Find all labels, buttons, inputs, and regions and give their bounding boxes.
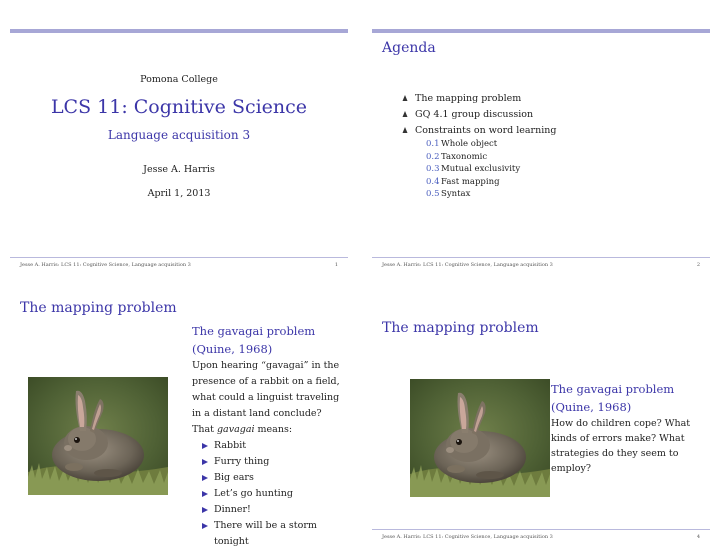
agenda-item: Constraints on word learning xyxy=(402,125,556,137)
text-column xyxy=(192,322,342,550)
slide-title: Agenda xyxy=(382,40,436,56)
triangle-bullet-icon xyxy=(202,523,208,529)
body-line: what could a linguist traveling xyxy=(192,392,340,403)
rabbit-photo xyxy=(28,377,168,495)
institution: Pomona College xyxy=(140,74,218,85)
body-line: strategies do they seem to xyxy=(551,448,679,459)
page-number: 2 xyxy=(696,262,700,268)
page-number: 1 xyxy=(334,262,338,268)
triangle-bullet-icon xyxy=(202,475,208,481)
top-bar xyxy=(10,29,348,33)
triangle-bullet-icon xyxy=(202,443,208,449)
presentation-subtitle: Language acquisition 3 xyxy=(107,128,251,142)
slide-agenda[interactable] xyxy=(372,20,710,270)
slide-title: The mapping problem xyxy=(20,300,177,316)
agenda-item: GQ 4.1 group discussion xyxy=(402,109,556,121)
body-line: in a distant land conclude? xyxy=(192,408,322,419)
agenda-item: The mapping problem xyxy=(402,93,556,105)
agenda-subitem: 0.4Fast mapping xyxy=(426,176,500,187)
list-item: Furry thing xyxy=(192,454,342,470)
triangle-bullet-icon xyxy=(202,491,208,497)
column-citation: (Quine, 1968) xyxy=(192,342,273,356)
body-line: That gavagai means: xyxy=(192,424,293,435)
list-item: Let’s go hunting xyxy=(192,486,342,502)
author: Jesse A. Harris xyxy=(143,164,215,175)
slide-mapping-problem-question[interactable] xyxy=(372,290,710,542)
triangle-bullet-icon xyxy=(202,507,208,513)
list-item-continuation: tonight xyxy=(214,536,249,547)
triangle-bullet-icon xyxy=(202,459,208,465)
list-item: There will be a storm xyxy=(192,518,342,534)
ball-bullet-icon xyxy=(402,127,408,133)
date: April 1, 2013 xyxy=(147,188,211,199)
column-title: The gavagai problem xyxy=(192,324,316,338)
ball-bullet-icon xyxy=(402,111,408,117)
list-item: Dinner! xyxy=(192,502,342,518)
ball-bullet-icon xyxy=(402,95,408,101)
slide-title: The mapping problem xyxy=(382,320,539,336)
footer-rule xyxy=(372,257,710,258)
body-line: Upon hearing “gavagai” in the xyxy=(192,360,340,371)
footer-rule xyxy=(372,529,710,530)
body-line: How do children cope? What xyxy=(551,418,691,429)
footer-text: Jesse A. Harris: LCS 11: Cognitive Science, Language acquisition 3 xyxy=(20,262,191,268)
agenda-subitem: 0.1Whole object xyxy=(426,139,498,149)
agenda-subitem: 0.3Mutual exclusivity xyxy=(426,164,521,174)
meaning-list xyxy=(192,438,342,550)
body-line: employ? xyxy=(551,463,591,474)
slide-title[interactable] xyxy=(10,20,348,270)
presentation-title: LCS 11: Cognitive Science xyxy=(50,96,308,118)
rabbit-photo xyxy=(410,379,550,497)
slide-mapping-problem-list[interactable] xyxy=(10,290,348,557)
agenda-subitem: 0.2Taxonomic xyxy=(426,151,488,162)
page-number: 4 xyxy=(696,534,700,540)
top-bar xyxy=(372,29,710,33)
column-title: The gavagai problem xyxy=(551,382,675,396)
text-column xyxy=(551,380,706,476)
footer-rule xyxy=(10,257,348,258)
footer-text: Jesse A. Harris: LCS 11: Cognitive Science, Language acquisition 3 xyxy=(382,534,553,540)
footer-text: Jesse A. Harris: LCS 11: Cognitive Science, Language acquisition 3 xyxy=(382,262,553,268)
list-item: Big ears xyxy=(192,470,342,486)
body-line: presence of a rabbit on a field, xyxy=(192,376,340,387)
agenda-list xyxy=(402,93,556,201)
body-line: kinds of errors make? What xyxy=(551,433,685,444)
column-citation: (Quine, 1968) xyxy=(551,400,632,414)
list-item: Rabbit xyxy=(192,438,342,454)
agenda-subitem: 0.5Syntax xyxy=(426,189,471,199)
